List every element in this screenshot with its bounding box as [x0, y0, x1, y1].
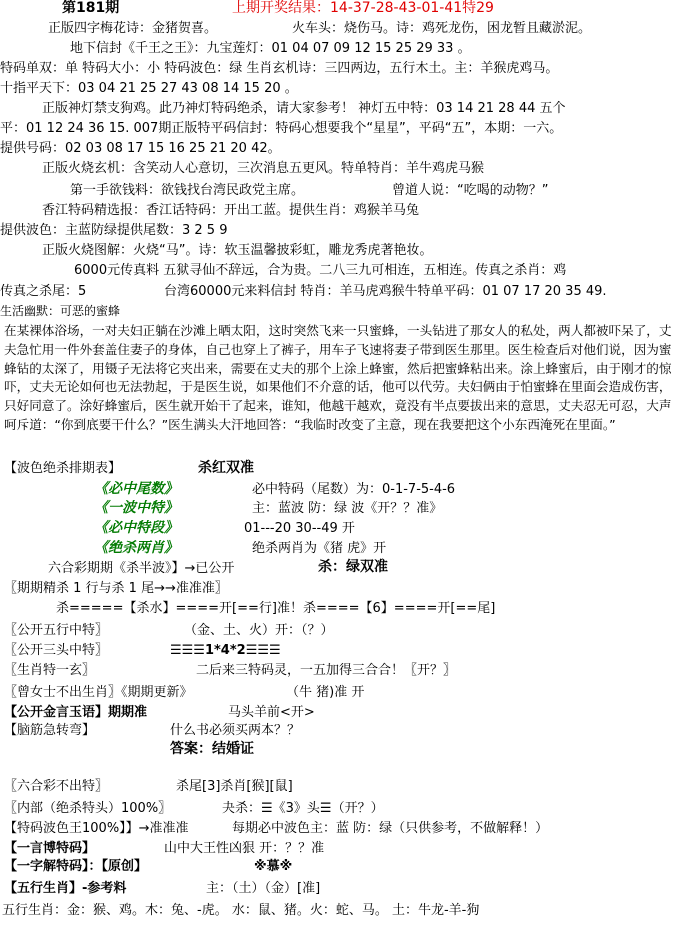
naojin-answer: 答案：结婚证	[170, 741, 254, 757]
yizi-jie-label: 【一字解特码】：【原创】	[4, 859, 148, 874]
cengnvshi-value: （牛 猪)准 开	[286, 685, 365, 700]
wuxing-shengxiao-value: 主：（土）（金）[准]	[206, 881, 321, 896]
text-line: 正版四字梅花诗：金猪贺喜。	[48, 21, 218, 36]
text-line: 提供波色：主蓝防绿提供尾数：3 2 5 9	[0, 223, 228, 238]
juesha-liangxiao-value: 绝杀两肖为《猪 虎》开	[252, 541, 387, 556]
gongkai-wuxing-value: （金、土、火）开：（？）	[184, 623, 334, 638]
wuxing-shengxiao-label: 【五行生肖】-参考料	[4, 881, 127, 896]
text-line: 曾道人说：“吃喝的动物？”	[392, 183, 549, 198]
gongkai-jinyan-label: 【公开金言玉语】期期准	[4, 705, 148, 720]
story-title: 生活幽默：可恶的蜜蜂	[0, 304, 121, 318]
liuhe-banbo: 六合彩期期《杀半波》】→已公开	[48, 561, 235, 576]
qiqi-jingsha: 〖期期精杀 1 行与杀 1 尾→→准准准〗	[4, 581, 228, 596]
cengnvshi-label: 〖曾女士不出生肖〗《期期更新》	[4, 685, 193, 700]
text-line: 地下信封《千王之王》：九宝莲灯：01 04 07 09 12 15 25 29 33 。	[70, 41, 471, 56]
naojin-label: 【脑筋急转弯】	[4, 723, 96, 738]
gongkai-wuxing-label: 〖公开五行中特〗	[4, 623, 109, 638]
gongkai-jinyan-value: 马头羊前<开>	[228, 705, 315, 720]
tema-bose-value: 每期必中波色主：蓝 防：绿（只供参考，不做解释！）	[232, 821, 549, 836]
text-line: 传真之杀尾：5	[0, 284, 87, 299]
yibo-zhongte-value: 主：蓝波 防：绿 波《开？？准》	[252, 501, 443, 516]
liuhe-buchute-value: 杀尾[3]杀肖[猴][鼠]	[176, 779, 293, 794]
text-line: 提供号码：02 03 08 17 15 16 25 21 20 42。	[0, 141, 281, 156]
tema-bose-label: 【特码波色王100%】】→准准准	[4, 821, 189, 836]
last-draw-result: 上期开奖结果：14-37-28-43-01-41特29	[232, 0, 494, 16]
yizi-jie-value: ※慕※	[254, 859, 293, 874]
text-line: 正版火烧图解：火烧“马”。诗：软玉温馨披彩虹，雕龙秀虎著艳妆。	[42, 243, 433, 258]
text-line: 第一手欲钱料：欲钱找台湾民政党主席。	[70, 183, 305, 198]
shengxiao-teyixuan-value: 二后来三特码灵，一五加得三合合！〖开？〗	[196, 663, 457, 678]
story-body: 在某裸体浴场，一对夫妇正躺在沙滩上晒太阳，这时突然飞来一只蜜蜂，一头钻进了那女人的私处，两人都被吓呆了，丈夫急忙用一件外套盖住妻子的身体，自己也穿上了裤子，用车子飞速将妻子带到医生那里。医生检查后对他们说，因为蜜蜂钻的太深了，用镊子无法将它夹出来，需要在丈夫的那个上涂上蜂蜜，然后把蜜蜂粘出来。涂上蜂蜜后，由于刚才的惊吓，丈夫无论如何也无法勃起，于是医生说，如果他们不介意的话，他可以代劳。夫妇俩由于怕蜜蜂在里面会造成伤害，只好同意了。涂好蜂蜜后，医生就开始干了起来，谁知，他越干越欢，竟没有半点要拔出来的意思，丈夫忍无可忍，大声呵斥道：“你到底要干什么？”医生满头大汗地回答：“我临时改变了主意，现在我要把这个小东西淹死在里面。”	[4, 323, 672, 432]
shengxiao-teyixuan-label: 〖生肖特一玄〗	[4, 663, 96, 678]
text-line: 香江特码精选报：香江话特码：开出工蓝。提供生肖：鸡猴羊马兔	[42, 203, 420, 218]
gongkai-santou-label: 〖公开三头中特〗	[4, 643, 109, 658]
juesha-liangxiao-label: 《绝杀两肖》	[94, 540, 178, 556]
kill-red: 杀红双准	[198, 460, 254, 476]
bizhong-teduan-label: 《必中特段》	[94, 520, 178, 536]
text-line: 6000元传真料 五狱寻仙不辞远，合为贵。二八三九可相连，五相连。传真之杀肖：鸡	[74, 263, 567, 278]
section-title: 【波色绝杀排期表】	[4, 461, 122, 476]
sha-shui-line: 杀=====【杀水】====开[==行]准！杀====【6】====开[==尾]	[56, 601, 496, 616]
yiyan-bote-label: 【一言博特码】	[4, 841, 96, 856]
kill-green: 杀：绿双准	[318, 559, 388, 575]
yibo-zhongte-label: 《一波中特》	[94, 500, 178, 516]
yiyan-bote-value: 山中大王性凶狠 开：？？准	[164, 841, 325, 856]
liuhe-buchute-label: 〖六合彩不出特〗	[4, 779, 109, 794]
text-line: 台湾60000元来料信封 特肖：羊马虎鸡猴牛特单平码：01 07 17 20 35 49.	[164, 284, 607, 299]
bizhong-weishu-value: 必中特码（尾数）为：0-1-7-5-4-6	[252, 482, 456, 497]
text-line: 正版神灯禁支狗鸡。此乃神灯特码绝杀，请大家参考！ 神灯五中特：03 14 21 28 44 五个	[42, 101, 566, 116]
neibu-value: 夬杀：☰《3》头☰（开？）	[222, 801, 384, 816]
text-line: 平：01 12 24 36 15. 007期正版特平码信封：特码心想要我个“星星”，平码“五”，本期：一六。	[0, 121, 563, 136]
issue-number: 第181期	[62, 0, 120, 16]
bizhong-teduan-value: 01---20 30--49 开	[244, 521, 355, 536]
text-line: 正版火烧玄机：含笑动人心意切，三次消息五更风。特单特肖：羊牛鸡虎马猴	[42, 161, 485, 176]
text-line: 特码单双：单 特码大小：小 特码波色：绿 生肖玄机诗：三四两边，五行木土。主：羊猴虎鸡马。	[0, 61, 559, 76]
text-line: 火车头：烧伤马。诗：鸡死龙伤，困龙暂且藏淤泥。	[292, 21, 592, 36]
gongkai-santou-value: ☰☰☰1*4*2☰☰☰	[170, 643, 281, 658]
wuxing-shengxiao-list: 五行生肖：金：猴、鸡。木：兔、-虎。 水：鼠、猪。火：蛇、马。 土：牛龙-羊-狗	[2, 903, 480, 918]
naojin-question: 什么书必须买两本？？	[170, 723, 301, 738]
neibu-label: 〖内部（绝杀特头）100%〗	[4, 801, 172, 816]
bizhong-weishu-label: 《必中尾数》	[94, 481, 178, 497]
text-line: 十指平天下：03 04 21 25 27 43 08 14 15 20 。	[0, 81, 298, 96]
